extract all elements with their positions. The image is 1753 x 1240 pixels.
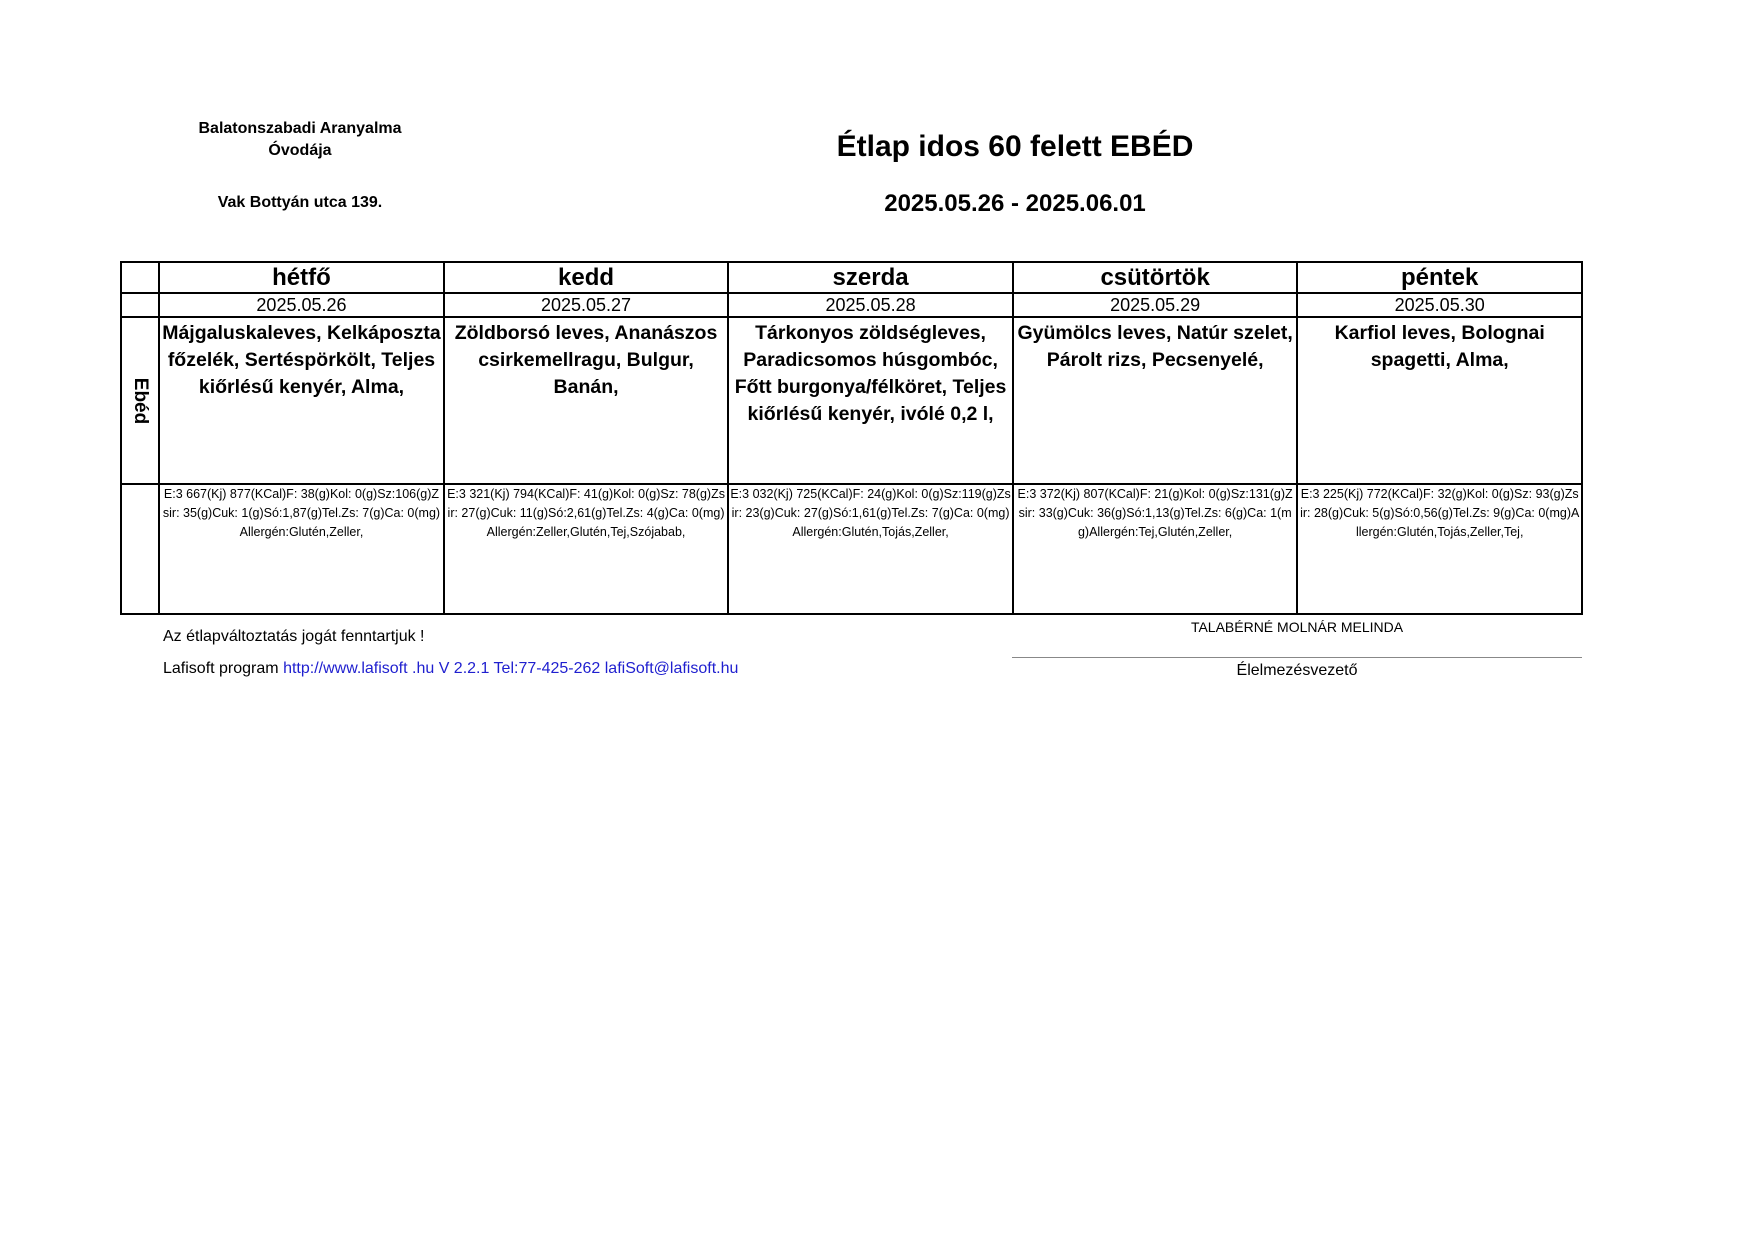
day-name: kedd	[558, 264, 615, 291]
nutrition-cell	[1013, 484, 1298, 614]
program-label: Lafisoft program	[163, 660, 279, 677]
program-link[interactable]: http://www.lafisoft .hu V 2.2.1 Tel:77-425-262 lafiSoft@lafisoft.hu	[283, 660, 739, 677]
nutrition-text: E:3 372(Kj) 807(KCal)F: 21(g)Kol: 0(g)Sz:131(g)Zsir: 33(g)Cuk: 36(g)Só:1,13(g)Tel.Zs: 6(g)Ca: 1(mg)Allergén:Tej,Glutén,Zeller,	[1017, 487, 1293, 539]
signer-role: Élelmezésvezető	[1236, 662, 1358, 679]
day-name-cell	[444, 262, 729, 293]
signer-name: TALABÉRNÉ MOLNÁR MELINDA	[1190, 619, 1404, 635]
meal-text: Tárkonyos zöldségleves, Paradicsomos húsgombóc, Főtt burgonya/félköret, Teljes kiőrlésű kenyér, ivólé 0,2 l,	[734, 322, 1007, 425]
date-row	[121, 293, 1582, 317]
nutrition-cell	[159, 484, 444, 614]
nutrition-text: E:3 032(Kj) 725(KCal)F: 24(g)Kol: 0(g)Sz:119(g)Zsir: 23(g)Cuk: 27(g)Só:1,61(g)Tel.Zs: 7(g)Ca: 0(mg)Allergén:Glutén,Tojás,Zeller,	[730, 487, 1011, 539]
nutrition-cell	[728, 484, 1013, 614]
meal-label: Ebéd	[130, 377, 152, 424]
day-name: csütörtök	[1100, 264, 1210, 291]
meal-text: Gyümölcs leves, Natúr szelet, Párolt rizs, Pecsenyelé,	[1017, 322, 1293, 371]
day-name: péntek	[1401, 264, 1479, 291]
nutrition-row	[121, 484, 1582, 614]
date-range: 2025.05.26 - 2025.06.01	[884, 190, 1146, 217]
day-name-cell	[1013, 262, 1298, 293]
day-date-cell	[1297, 293, 1582, 317]
day-date-cell	[1013, 293, 1298, 317]
day-date: 2025.05.30	[1394, 295, 1485, 315]
org-name-line1: Balatonszabadi Aranyalma	[198, 120, 402, 137]
day-date-cell	[444, 293, 729, 317]
nutrition-text: E:3 321(Kj) 794(KCal)F: 41(g)Kol: 0(g)Sz: 78(g)Zsir: 27(g)Cuk: 11(g)Só:2,61(g)Tel.Zs: 4(g)Ca: 0(mg)Allergén:Zeller,Glutén,Tej,Szójabab,	[447, 487, 725, 539]
day-date-cell	[728, 293, 1013, 317]
meal-cell	[159, 317, 444, 484]
meal-text: Zöldborsó leves, Ananászos csirkemellragu, Bulgur, Banán,	[454, 322, 718, 398]
corner-cell	[121, 262, 159, 293]
meal-cell	[1013, 317, 1298, 484]
corner-cell	[121, 293, 159, 317]
page-title: Étlap idos 60 felett EBÉD	[836, 130, 1194, 163]
nutrition-text: E:3 667(Kj) 877(KCal)F: 38(g)Kol: 0(g)Sz:106(g)Zsir: 35(g)Cuk: 1(g)Só:1,87(g)Tel.Zs: 7(g)Ca: 0(mg)Allergén:Glutén,Zeller,	[162, 487, 441, 539]
corner-cell	[121, 484, 159, 614]
day-date: 2025.05.26	[256, 295, 347, 315]
meal-cell	[1297, 317, 1582, 484]
nutrition-text: E:3 225(Kj) 772(KCal)F: 32(g)Kol: 0(g)Sz: 93(g)Zsir: 28(g)Cuk: 5(g)Só:0,56(g)Tel.Zs: 9(g)Ca: 0(mg)Allergén:Glutén,Tojás,Zeller,Tej,	[1300, 487, 1580, 539]
org-address: Vak Bottyán utca 139.	[217, 194, 383, 211]
day-date: 2025.05.27	[540, 295, 632, 315]
day-name-cell	[1297, 262, 1582, 293]
day-name: szerda	[832, 264, 909, 291]
day-date: 2025.05.29	[1110, 295, 1201, 315]
menu-table	[120, 261, 1583, 615]
day-name-row	[121, 262, 1582, 293]
meal-cell	[444, 317, 729, 484]
meal-label-cell	[121, 317, 159, 484]
signature-line	[1012, 657, 1582, 658]
day-name-cell	[159, 262, 444, 293]
nutrition-cell	[444, 484, 729, 614]
org-name	[170, 118, 430, 162]
meal-text: Májgaluskaleves, Kelkáposzta főzelék, Sertéspörkölt, Teljes kiőrlésű kenyér, Alma,	[162, 322, 441, 398]
day-name-cell	[728, 262, 1013, 293]
day-name: hétfő	[272, 264, 331, 291]
software-footer	[163, 660, 738, 678]
meal-text: Karfiol leves, Bolognai spagetti, Alma,	[1334, 322, 1545, 371]
nutrition-cell	[1297, 484, 1582, 614]
meal-cell	[728, 317, 1013, 484]
meal-row	[121, 317, 1582, 484]
org-name-line2: Óvodája	[268, 142, 332, 159]
change-notice: Az étlapváltoztatás jogát fenntartjuk !	[163, 628, 425, 645]
day-date: 2025.05.28	[825, 295, 916, 315]
day-date-cell	[159, 293, 444, 317]
